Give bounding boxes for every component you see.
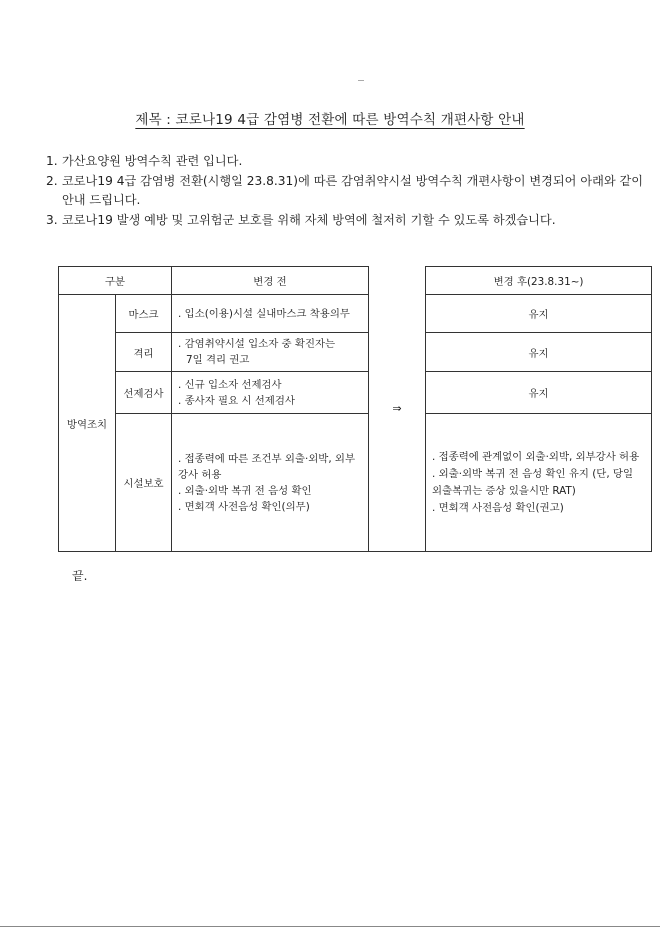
item-number: 1.	[46, 154, 58, 168]
header-before: 변경 전	[172, 267, 369, 295]
table-row	[59, 414, 652, 552]
after-line: 유지	[528, 309, 549, 321]
after-line: . 접종력에 관계없이 외출·외박, 외부강사 허용	[432, 450, 640, 463]
item-text: 코로나19 발생 예방 및 고위험군 보호를 위해 자체 방역에 철저히 기할 수 있도록 하겠습니다.	[62, 212, 556, 227]
header-after: 변경 후(23.8.31~)	[426, 267, 652, 295]
after-line: . 외출·외박 복귀 전 음성 확인 유지 (단, 당일 외출복귀는 증상 있을시만 RAT)	[432, 467, 633, 497]
table-row	[59, 333, 652, 372]
before-line: . 면회객 사전음성 확인(의무)	[178, 500, 310, 513]
after-line: 유지	[528, 388, 549, 400]
table-row	[59, 372, 652, 414]
notice-list	[46, 152, 646, 230]
before-line: . 입소(이용)시설 실내마스크 착용의무	[178, 307, 350, 320]
before-line: 7일 격리 권고	[186, 354, 250, 366]
scan-mark	[358, 80, 364, 81]
table-header-row	[59, 267, 652, 295]
after-line: 유지	[528, 347, 549, 360]
header-category: 구분	[59, 267, 172, 295]
after-cell	[426, 372, 652, 414]
document-title	[0, 108, 660, 128]
arrow-cell	[369, 267, 426, 552]
item-text: 코로나19 4급 감염병 전환(시행일 23.8.31)에 따른 감염취약시설 방역수칙 개편사항이 변경되어 아래와 같이 안내 드립니다.	[62, 173, 644, 207]
row-label: 격리	[116, 333, 172, 372]
list-item	[46, 172, 646, 211]
row-label: 선제검사	[116, 372, 172, 414]
title-text: 제목 : 코로나19 4급 감염병 전환에 따른 방역수칙 개편사항 안내	[135, 112, 525, 128]
after-cell	[426, 295, 652, 333]
change-table	[58, 266, 652, 552]
before-line: . 종사자 필요 시 선제검사	[178, 394, 295, 407]
before-line: . 신규 입소자 선제검사	[178, 378, 282, 391]
item-number: 2.	[46, 173, 58, 188]
list-item	[46, 211, 646, 231]
arrow-icon: ⇒	[392, 402, 402, 416]
item-number: 3.	[46, 212, 58, 227]
row-label: 시설보호	[116, 414, 172, 552]
before-cell	[172, 333, 369, 372]
after-cell	[426, 333, 652, 372]
before-line: . 감염취약시설 입소자 중 확진자는	[178, 338, 336, 350]
end-mark: 끝.	[72, 569, 88, 583]
list-item	[46, 152, 646, 172]
before-cell	[172, 372, 369, 414]
before-cell	[172, 295, 369, 333]
group-label: 방역조치	[59, 295, 116, 552]
before-line: . 외출·외박 복귀 전 음성 확인	[178, 484, 312, 497]
page-bottom-edge	[0, 926, 660, 927]
before-line: . 접종력에 따른 조건부 외출·외박, 외부강사 허용	[178, 452, 355, 481]
row-label: 마스크	[116, 295, 172, 333]
before-cell	[172, 414, 369, 552]
item-text: 가산요양원 방역수칙 관련 입니다.	[62, 154, 243, 168]
table-row	[59, 295, 652, 333]
after-cell	[426, 414, 652, 552]
after-line: . 면회객 사전음성 확인(권고)	[432, 501, 564, 514]
